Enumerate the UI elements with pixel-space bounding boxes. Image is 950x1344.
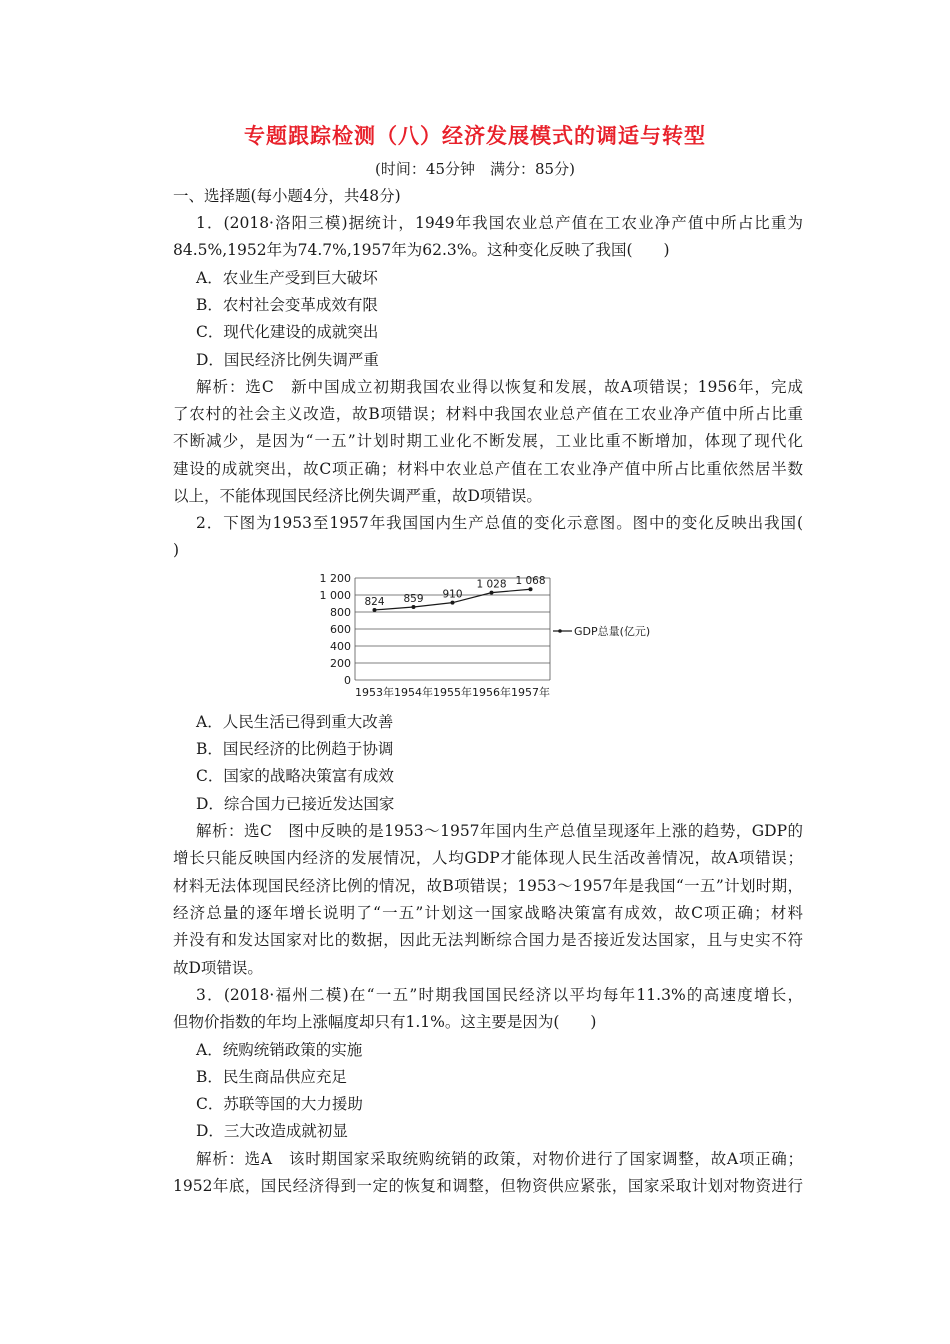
document-subtitle: (时间：45分钟 满分：85分) — [375, 160, 575, 178]
document-title: 专题跟踪检测（八）经济发展模式的调适与转型 — [244, 124, 706, 148]
q2-stem-line1: 2．下图为1953至1957年我国国内生产总值的变化示意图。图中的变化反映出我国( — [196, 514, 803, 532]
q3-stem-line1: 3．(2018·福州二模)在“一五”时期我国国民经济以平均每年11.3%的高速度增长， — [196, 986, 803, 1004]
data-label: 824 — [364, 595, 385, 608]
legend-marker — [558, 629, 562, 633]
x-tick-label: 1956年 — [472, 686, 511, 699]
y-tick-label: 800 — [330, 606, 351, 619]
q1-answer-line1: 解析：选C 新中国成立初期我国农业得以恢复和发展，故A项错误；1956年，完成 — [196, 378, 803, 396]
q3-stem-line2: 但物价指数的年均上涨幅度却只有1.1%。这主要是因为( ) — [173, 1013, 597, 1031]
y-tick-label: 1 200 — [319, 572, 351, 585]
q1-stem-line1: 1．(2018·洛阳三模)据统计，1949年我国农业总产值在工农业净产值中所占比重为 — [196, 214, 803, 232]
q3-option-b: B．民生商品供应充足 — [196, 1068, 347, 1086]
q1-answer-line4: 建设的成就突出，故C项正确；材料中农业总产值在工农业净产值中所占比重依然居半数 — [173, 460, 803, 478]
y-tick-label: 1 000 — [319, 589, 351, 602]
x-tick-label: 1954年 — [394, 686, 433, 699]
q2-answer-line5: 并没有和发达国家对比的数据，因此无法判断综合国力是否接近发达国家，且与史实不符 — [173, 931, 803, 949]
y-tick-label: 400 — [330, 640, 351, 653]
q2-answer-line4: 经济总量的逐年增长说明了“一五”计划这一国家战略决策富有成效，故C项正确；材料 — [173, 904, 803, 922]
q2-stem-line2: ) — [173, 541, 180, 559]
q1-option-b: B．农村社会变革成效有限 — [196, 296, 378, 314]
q2-option-d: D．综合国力已接近发达国家 — [196, 795, 395, 813]
x-tick-label: 1957年 — [511, 686, 550, 699]
section-heading: 一、选择题(每小题4分，共48分) — [173, 187, 401, 205]
chart-y-ticks — [320, 572, 352, 687]
q1-option-c: C．现代化建设的成就突出 — [196, 323, 379, 341]
q2-answer-line1: 解析：选C 图中反映的是1953～1957年国内生产总值呈现逐年上涨的趋势，GDP的 — [196, 822, 803, 840]
y-tick-label: 200 — [330, 657, 351, 670]
data-point — [451, 601, 455, 605]
y-tick-label: 600 — [330, 623, 351, 636]
x-tick-label: 1953年 — [355, 686, 394, 699]
data-point — [373, 608, 377, 612]
q3-option-d: D．三大改造成就初显 — [196, 1122, 348, 1140]
data-label: 910 — [442, 588, 463, 601]
q2-answer-line2: 增长只能反映国内经济的发展情况，人均GDP才能体现人民生活改善情况，故A项错误； — [173, 849, 803, 867]
q2-answer-line3: 材料无法体现国民经济比例的情况，故B项错误；1953～1957年是我国“一五”计划时期， — [173, 877, 803, 895]
q3-answer-line1: 解析：选A 该时期国家采取统购统销的政策，对物价进行了国家调整，故A项正确； — [196, 1150, 803, 1168]
data-label: 859 — [403, 592, 424, 605]
q2-option-c: C．国家的战略决策富有成效 — [196, 767, 394, 785]
data-point — [412, 605, 416, 609]
q1-answer-line5: 以上，不能体现国民经济比例失调严重，故D项错误。 — [173, 487, 542, 505]
q2-answer-line6: 故D项错误。 — [173, 959, 263, 977]
q2-option-b: B．国民经济的比例趋于协调 — [196, 740, 394, 758]
q1-stem-line2: 84.5%,1952年为74.7%,1957年为62.3%。这种变化反映了我国( ) — [173, 241, 670, 259]
chart-x-ticks — [355, 685, 550, 699]
data-label: 1 068 — [515, 575, 546, 588]
q3-answer-line2: 1952年底，国民经济得到一定的恢复和调整，但物资供应紧张，国家采取计划对物资进行 — [173, 1177, 803, 1195]
data-label: 1 028 — [476, 578, 507, 591]
legend-label: GDP总量(亿元) — [574, 625, 651, 638]
data-point — [490, 591, 494, 595]
q2-option-a: A．人民生活已得到重大改善 — [196, 713, 394, 731]
chart-legend — [553, 625, 650, 638]
q3-option-a: A．统购统销政策的实施 — [196, 1041, 363, 1059]
q3-option-c: C．苏联等国的大力援助 — [196, 1095, 363, 1113]
chart-data-labels — [364, 575, 545, 608]
q1-answer-line3: 不断减少，是因为“一五”计划时期工业化不断发展，工业比重不断增加，体现了现代化 — [173, 432, 803, 450]
q1-option-a: A．农业生产受到巨大破坏 — [196, 269, 378, 287]
q1-option-d: D．国民经济比例失调严重 — [196, 351, 379, 369]
data-point — [529, 587, 533, 591]
x-tick-label: 1955年 — [433, 686, 472, 699]
gdp-line-chart — [310, 566, 710, 706]
q1-answer-line2: 了农村的社会主义改造，故B项错误；材料中我国农业总产值在工农业净产值中所占比重 — [173, 405, 803, 423]
y-tick-label: 0 — [344, 674, 351, 687]
